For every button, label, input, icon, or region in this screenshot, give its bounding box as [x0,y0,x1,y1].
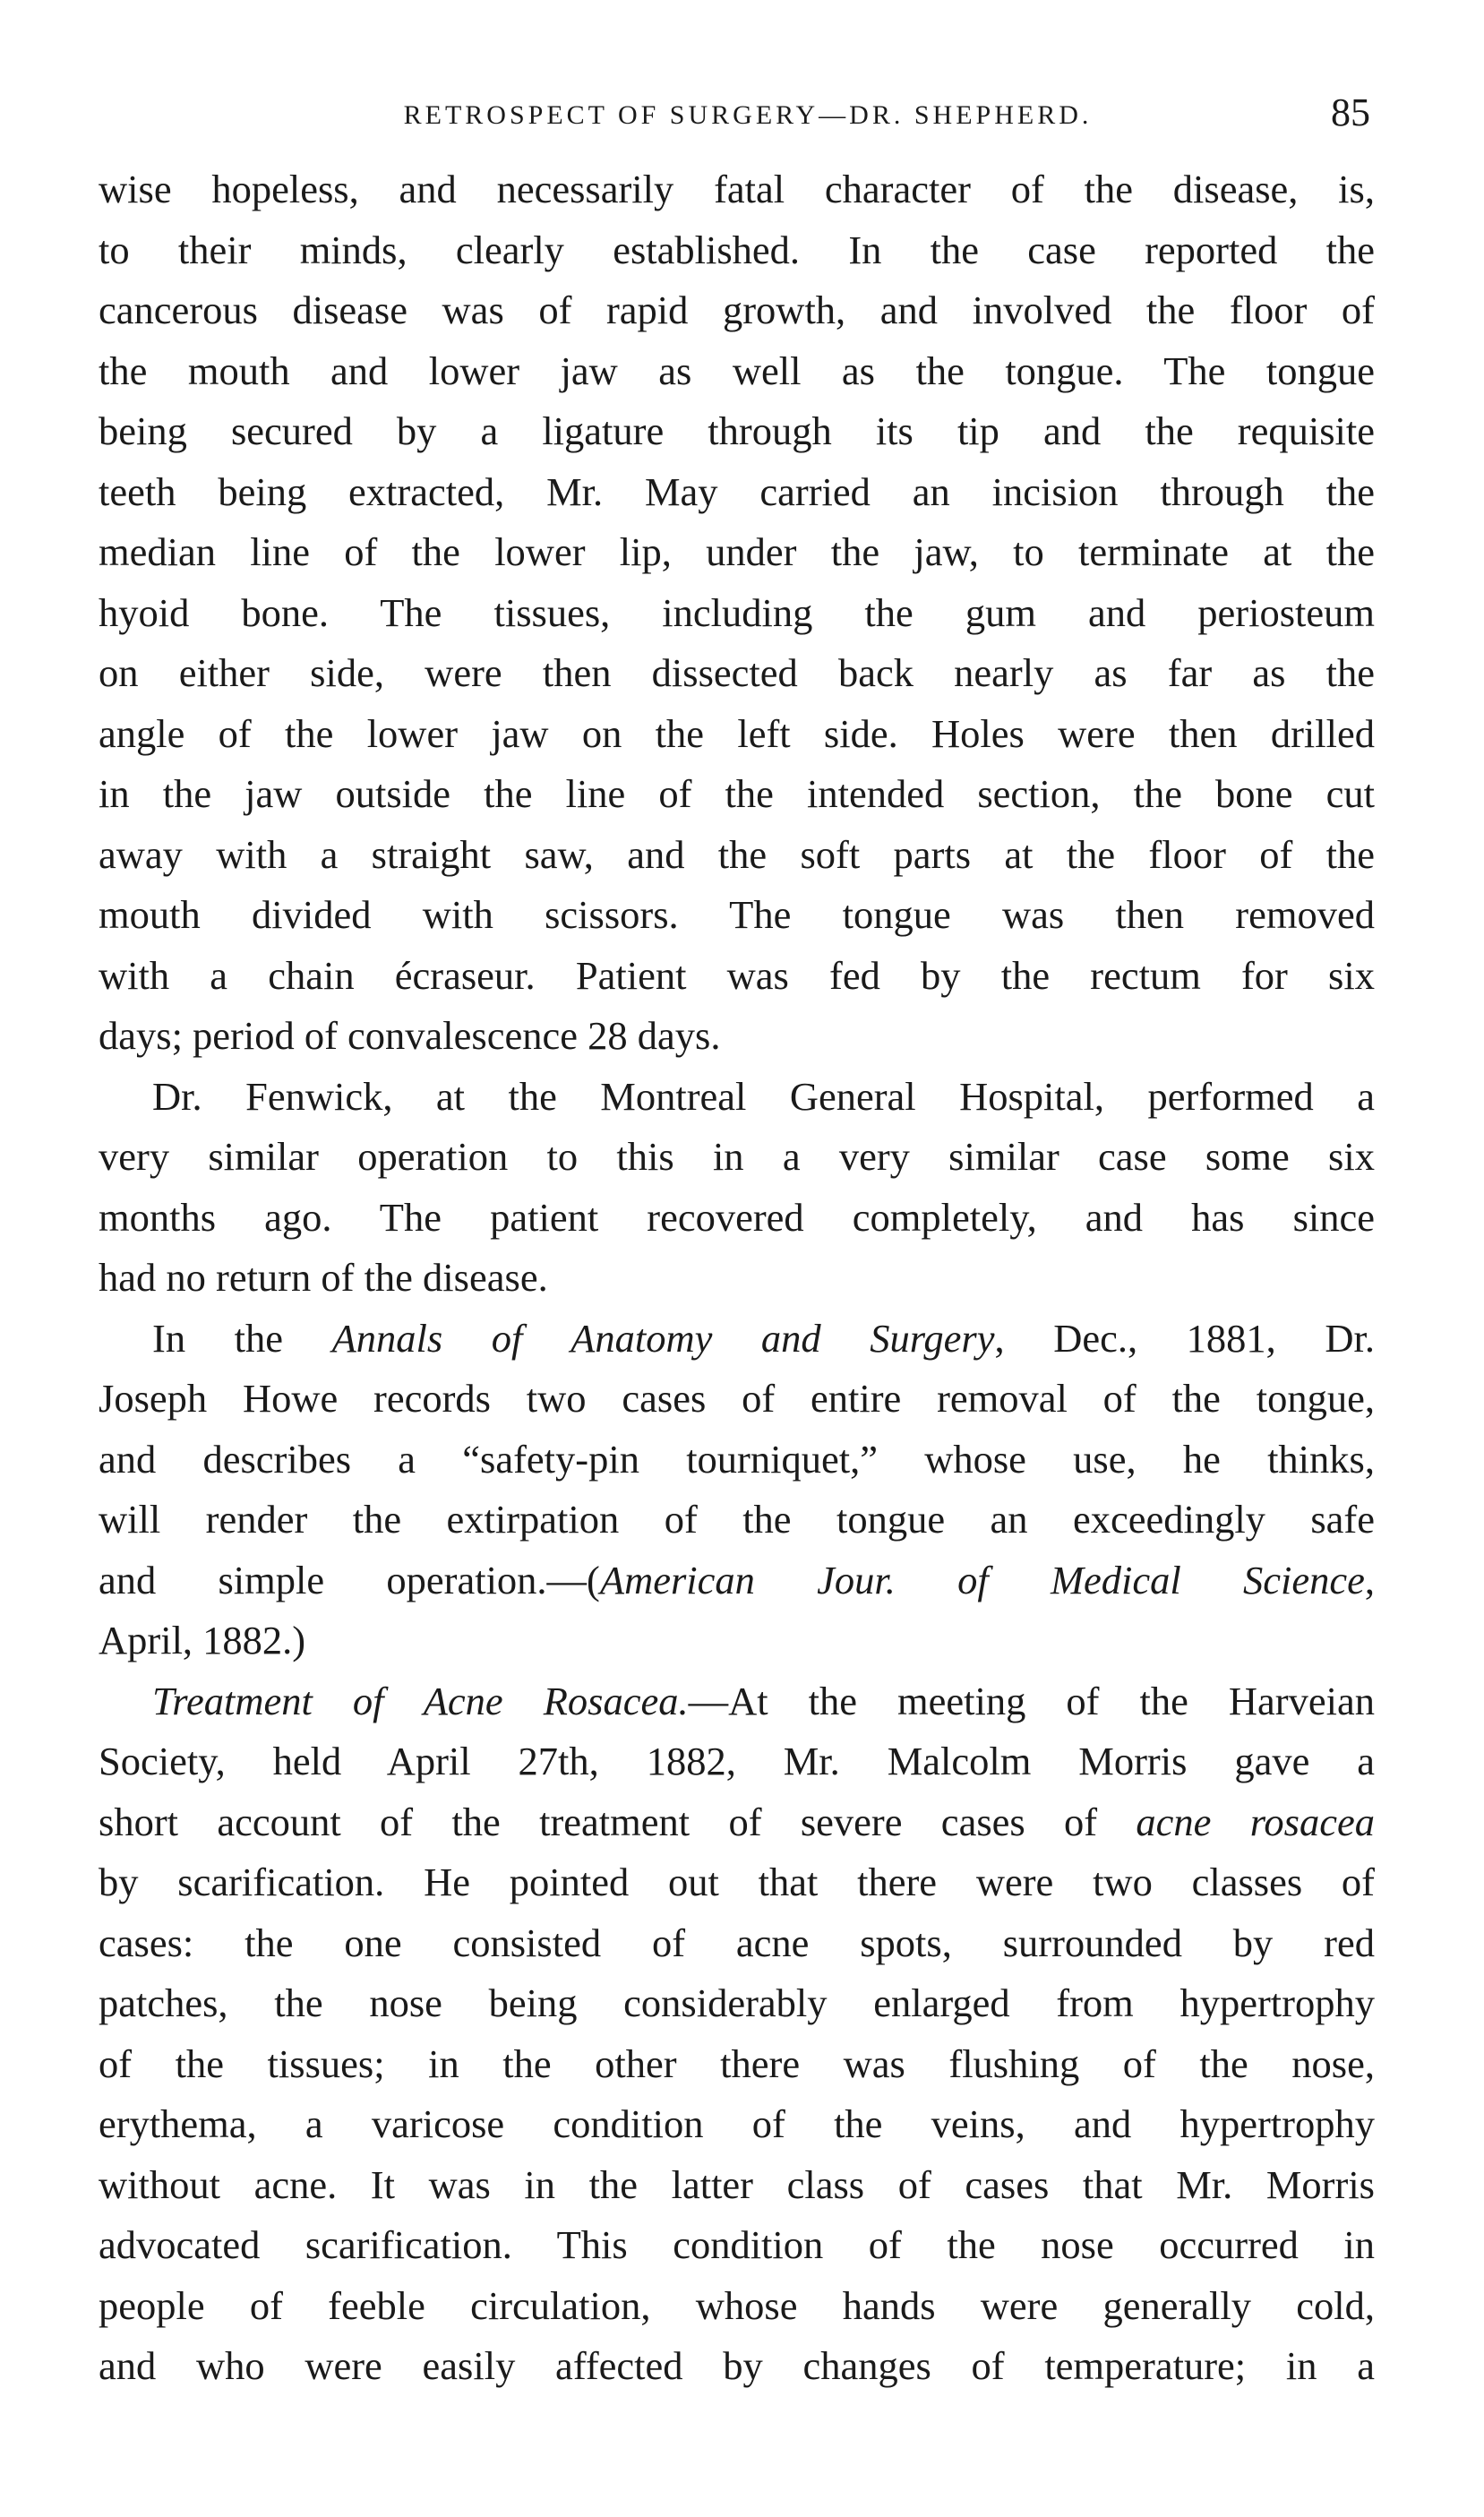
section-heading: Treatment of Acne Rosacea. [152,1678,689,1723]
text-run: short account of the treatment of severe cases of [99,1799,1137,1844]
text-line: mouth divided with scissors. The tongue was then removed [99,892,1375,937]
running-head [99,90,1370,143]
text-line: Dr. Fenwick, at the Montreal General Hospital, performed a [152,1073,1375,1119]
text-run: , [1364,1557,1376,1602]
emphasis-term: acne rosacea [1136,1799,1375,1844]
text-line: April, 1882.) [99,1618,306,1662]
text-line: median line of the lower lip, under the jaw, to terminate at the [99,529,1375,574]
text-line: people of feeble circulation, whose hands were generally cold, [99,2282,1375,2328]
text-line: angle of the lower jaw on the left side. Holes were then drilled [99,710,1375,756]
text-line [99,1671,1375,1732]
text-line: with a chain écraseur. Patient was fed by the rectum for six [99,952,1375,998]
text-line: cancerous disease was of rapid growth, and involved the floor of [99,288,1375,332]
text-line: cases: the one consisted of acne spots, surrounded by red [99,1920,1375,1965]
text-line: had no return of the disease. [99,1255,548,1300]
text-line: of the tissues; in the other there was flushing of the nose, [99,2040,1375,2086]
page-number: 85 [1331,90,1370,134]
text-line: being secured by a ligature through its tip and the requisite [99,408,1375,453]
text-line: without acne. It was in the latter class of cases that Mr. Morris [99,2161,1375,2207]
text-line: very similar operation to this in a very similar case some six [99,1134,1375,1179]
running-title: RETROSPECT OF SURGERY—DR. SHEPHERD. [403,100,1093,130]
text-line: by scarification. He pointed out that there were two classes of [99,1860,1375,1904]
text-line: hyoid bone. The tissues, including the gum and periosteum [99,589,1375,635]
text-line: months ago. The patient recovered completely, and has since [99,1194,1375,1240]
text-line: the mouth and lower jaw as well as the tongue. The tongue [99,348,1375,393]
text-line: to their minds, clearly established. In the case reported the [99,227,1375,272]
text-line: in the jaw outside the line of the intended section, the bone cut [99,771,1375,816]
text-run: —At the meeting of the Harveian [688,1678,1375,1723]
text-line: away with a straight saw, and the soft parts at the floor of the [99,831,1375,877]
text-line: teeth being extracted, Mr. May carried an incision through the [99,468,1375,514]
text-line: will render the extirpation of the tongue an exceedingly safe [99,1497,1375,1542]
text-line: on either side, were then dissected back nearly as far as the [99,650,1375,695]
text-line: erythema, a varicose condition of the veins, and hypertrophy [99,2101,1375,2146]
body-text [99,159,1375,2397]
text-run: In the [152,1315,332,1361]
text-line: and who were easily affected by changes of temperature; in a [99,2343,1375,2388]
text-line: days; period of convalescence 28 days. [99,1013,721,1058]
text-run: and simple operation.—( [99,1557,600,1602]
journal-title: Annals of Anatomy and Surgery [331,1315,995,1361]
text-line: advocated scarification. This condition of the nose occurred in [99,2222,1375,2267]
text-line: and describes a “safety-pin tourniquet,” whose use, he thinks, [99,1436,1375,1482]
text-line [99,1551,1375,1611]
journal-title: American Jour. of Medical Science [599,1557,1365,1602]
text-run: , Dec., 1881, Dr. [994,1315,1375,1361]
text-line: Society, held April 27th, 1882, Mr. Malcolm Morris gave a [99,1739,1375,1783]
text-line: patches, the nose being considerably enlarged from hypertrophy [99,1980,1375,2025]
text-line: Joseph Howe records two cases of entire removal of the tongue, [99,1376,1375,1421]
text-line [99,1309,1375,1370]
text-line: wise hopeless, and necessarily fatal character of the disease, is, [99,167,1375,211]
text-line [99,1792,1375,1853]
